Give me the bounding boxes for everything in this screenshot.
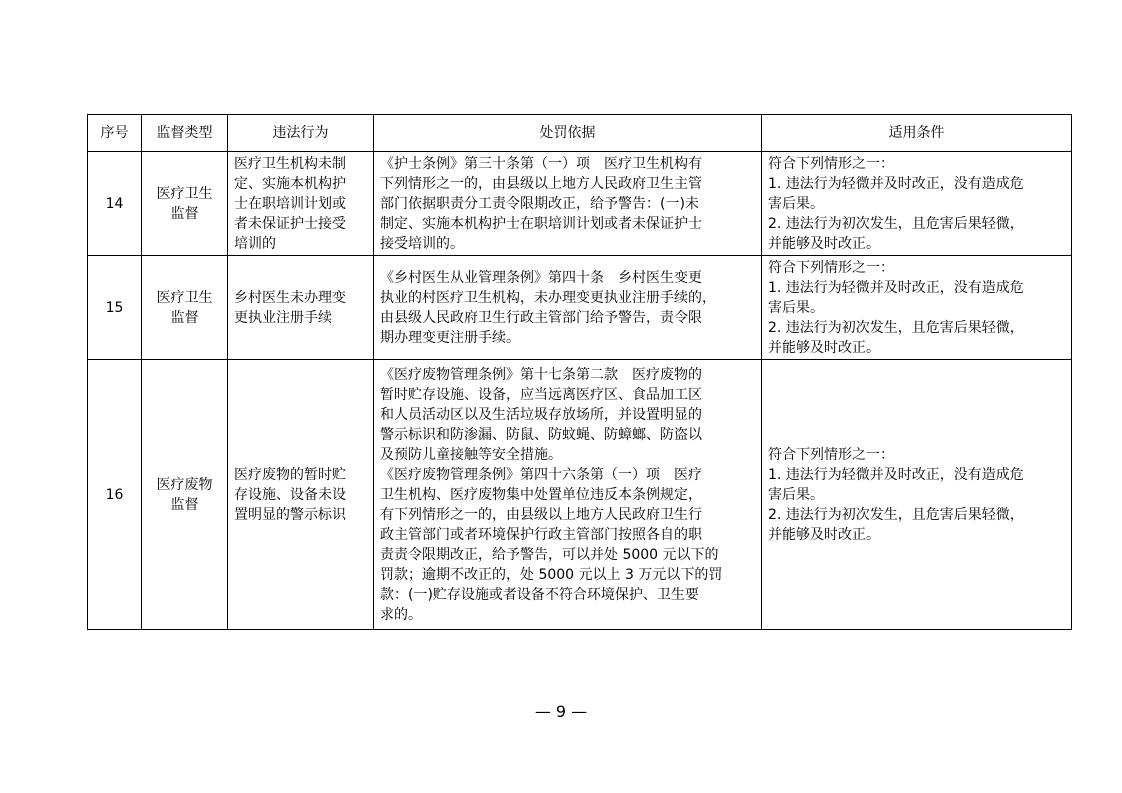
basis-line: 求的。	[380, 606, 422, 623]
row-type-line: 医疗废物	[156, 476, 213, 493]
regulation-table	[87, 114, 1072, 630]
row-violation	[228, 152, 374, 256]
basis-line: 部门依据职责分工责令限期改正，给予警告：(一)未	[380, 195, 699, 212]
header-penalty-basis: 处罚依据	[374, 115, 762, 152]
row-conditions	[762, 360, 1072, 630]
row-type-line: 医疗卫生	[156, 185, 213, 202]
row-violation	[228, 256, 374, 360]
row-serial: 14	[88, 152, 142, 256]
violation-line: 乡村医生未办理变	[234, 289, 346, 306]
condition-line: 害后果。	[768, 299, 824, 316]
row-type-text	[148, 475, 221, 515]
basis-line: 《医疗废物管理条例》第四十六条第（一）项 医疗	[380, 466, 702, 483]
row-conditions	[762, 152, 1072, 256]
basis-line: 罚款；逾期不改正的，处 5000 元以上 3 万元以下的罚	[380, 566, 723, 583]
basis-line: 期办理变更注册手续。	[380, 329, 520, 346]
table-row	[88, 152, 1072, 256]
condition-line: 2. 违法行为初次发生，且危害后果轻微，	[768, 506, 1024, 523]
condition-line: 并能够及时改正。	[768, 235, 880, 252]
basis-line: 暂时贮存设施、设备，应当远离医疗区、食品加工区	[380, 386, 702, 403]
basis-line: 接受培训的。	[380, 235, 464, 252]
violation-line: 更执业注册手续	[234, 309, 332, 326]
header-serial: 序号	[88, 115, 142, 152]
row-type-text	[148, 288, 221, 328]
basis-line: 有下列情形之一的，由县级以上地方人民政府卫生行	[380, 506, 702, 523]
basis-line: 款：(一)贮存设施或者设备不符合环境保护、卫生要	[380, 586, 699, 603]
condition-line: 1. 违法行为轻微并及时改正，没有造成危	[768, 175, 1024, 192]
table-row	[88, 256, 1072, 360]
row-type	[142, 256, 228, 360]
basis-line: 和人员活动区以及生活垃圾存放场所，并设置明显的	[380, 406, 702, 423]
header-violation: 违法行为	[228, 115, 374, 152]
row-serial: 16	[88, 360, 142, 630]
condition-line: 并能够及时改正。	[768, 339, 880, 356]
condition-line: 2. 违法行为初次发生，且危害后果轻微，	[768, 215, 1024, 232]
basis-line: 《护士条例》第三十条第（一）项 医疗卫生机构有	[380, 155, 702, 172]
header-supervision-type: 监督类型	[142, 115, 228, 152]
condition-line: 2. 违法行为初次发生，且危害后果轻微，	[768, 319, 1024, 336]
violation-line: 置明显的警示标识	[234, 506, 346, 523]
page-number: — 9 —	[534, 702, 588, 721]
violation-line: 存设施、设备未设	[234, 486, 346, 503]
condition-line: 并能够及时改正。	[768, 526, 880, 543]
basis-line: 执业的村医疗卫生机构，未办理变更执业注册手续的，	[380, 289, 716, 306]
basis-line: 警示标识和防渗漏、防鼠、防蚊蝇、防蟑螂、防盗以	[380, 426, 702, 443]
basis-line: 责责令限期改正，给予警告，可以并处 5000 元以下的	[380, 546, 719, 563]
condition-line: 符合下列情形之一：	[768, 446, 894, 463]
basis-line: 制定、实施本机构护士在职培训计划或者未保证护士	[380, 215, 702, 232]
table-header-row	[88, 115, 1072, 152]
violation-line: 者未保证护士接受	[234, 215, 346, 232]
condition-line: 符合下列情形之一：	[768, 259, 894, 276]
basis-line: 下列情形之一的，由县级以上地方人民政府卫生主管	[380, 175, 702, 192]
basis-line: 政主管部门或者环境保护行政主管部门按照各自的职	[380, 526, 702, 543]
condition-line: 符合下列情形之一：	[768, 155, 894, 172]
table-row	[88, 360, 1072, 630]
violation-line: 医疗卫生机构未制	[234, 155, 346, 172]
basis-line: 卫生机构、医疗废物集中处置单位违反本条例规定，	[380, 486, 702, 503]
basis-line: 及预防儿童接触等安全措施。	[380, 446, 562, 463]
row-type-line: 医疗卫生	[156, 289, 213, 306]
row-type	[142, 360, 228, 630]
basis-line: 《乡村医生从业管理条例》第四十条 乡村医生变更	[380, 269, 702, 286]
header-conditions: 适用条件	[762, 115, 1072, 152]
row-serial: 15	[88, 256, 142, 360]
condition-line: 害后果。	[768, 195, 824, 212]
condition-line: 1. 违法行为轻微并及时改正，没有造成危	[768, 279, 1024, 296]
row-basis	[374, 152, 762, 256]
violation-line: 培训的	[234, 235, 276, 252]
row-basis	[374, 360, 762, 630]
row-type	[142, 152, 228, 256]
violation-line: 士在职培训计划或	[234, 195, 346, 212]
row-type-line: 监督	[170, 496, 199, 513]
row-basis	[374, 256, 762, 360]
row-type-line: 监督	[170, 205, 199, 222]
row-type-text	[148, 184, 221, 224]
violation-line: 定、实施本机构护	[234, 175, 346, 192]
violation-line: 医疗废物的暂时贮	[234, 466, 346, 483]
basis-line: 由县级人民政府卫生行政主管部门给予警告，责令限	[380, 309, 702, 326]
row-type-line: 监督	[170, 309, 199, 326]
basis-line: 《医疗废物管理条例》第十七条第二款 医疗废物的	[380, 366, 702, 383]
condition-line: 1. 违法行为轻微并及时改正，没有造成危	[768, 466, 1024, 483]
row-conditions	[762, 256, 1072, 360]
condition-line: 害后果。	[768, 486, 824, 503]
row-violation	[228, 360, 374, 630]
